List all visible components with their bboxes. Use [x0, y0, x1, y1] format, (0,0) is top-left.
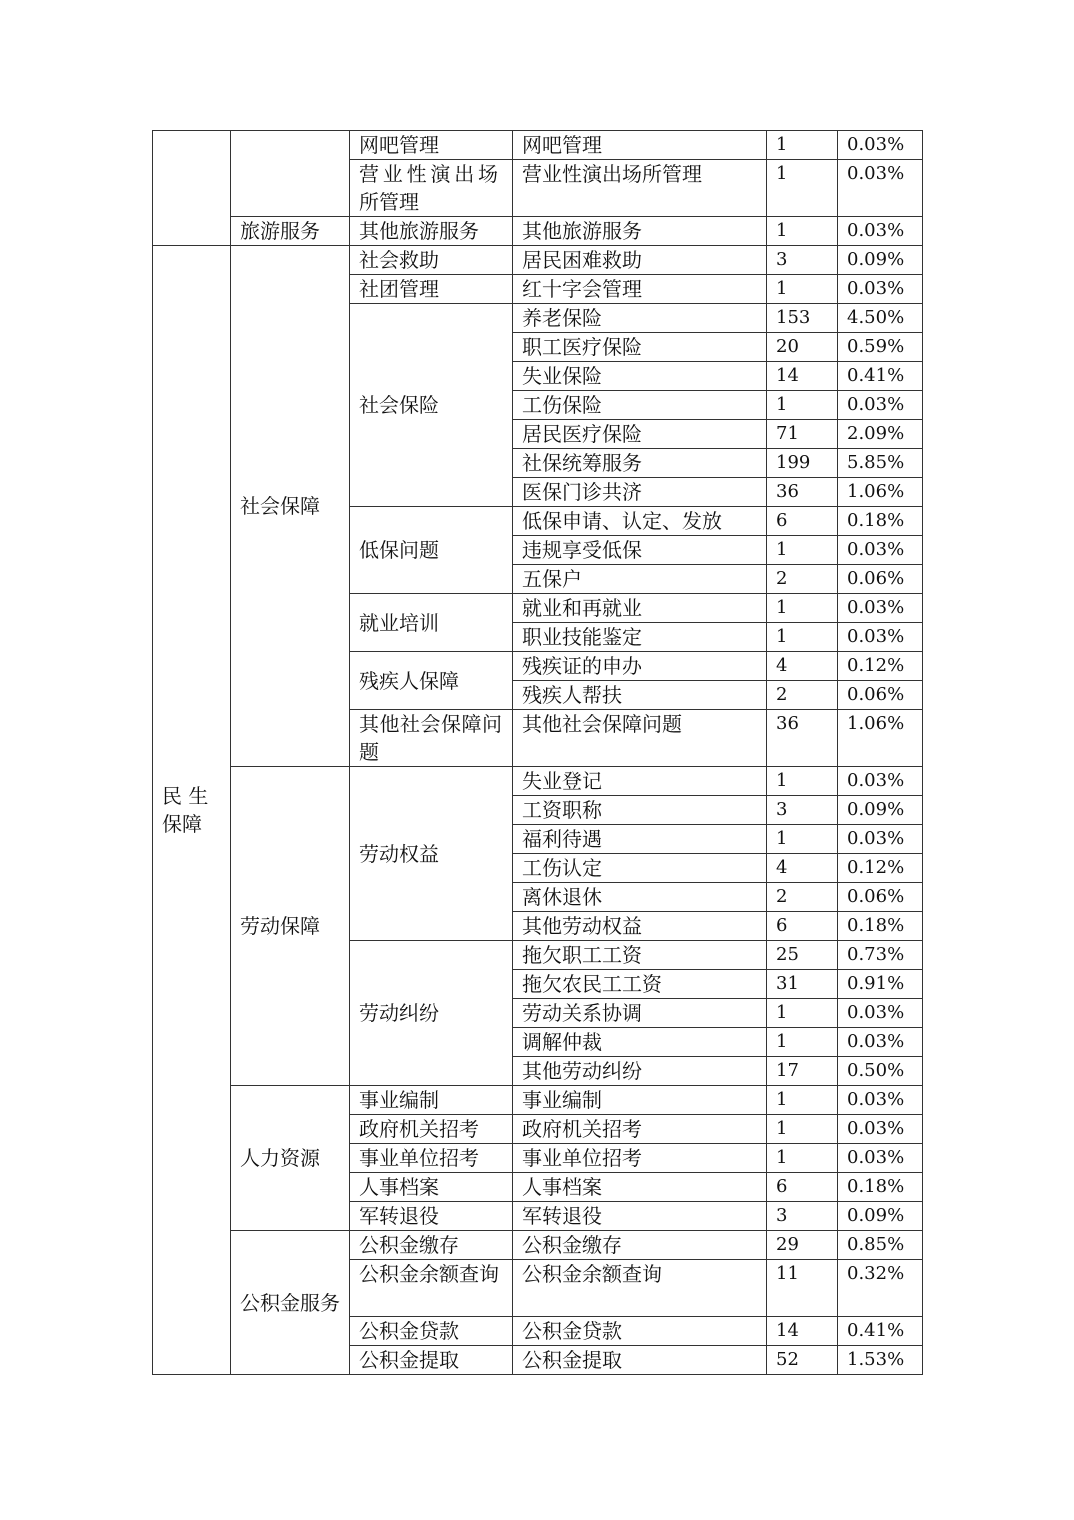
count-cell: 1: [767, 767, 838, 796]
count-cell: 29: [767, 1231, 838, 1260]
category-l3-text: 营业性演出场所管理: [359, 162, 498, 214]
percent-cell: 0.12%: [838, 652, 923, 681]
table-row: [153, 767, 923, 796]
item-cell: 红十字会管理: [513, 275, 767, 304]
percent-cell: 0.41%: [838, 1317, 923, 1346]
count-cell: 1: [767, 1028, 838, 1057]
item-cell: 职工医疗保险: [513, 333, 767, 362]
count-cell: 1: [767, 623, 838, 652]
count-cell: 4: [767, 854, 838, 883]
item-cell: 其他劳动纠纷: [513, 1057, 767, 1086]
percent-cell: 0.03%: [838, 1028, 923, 1057]
percent-cell: 2.09%: [838, 420, 923, 449]
percent-cell: 0.09%: [838, 246, 923, 275]
table-row: [153, 131, 923, 160]
percent-cell: 0.03%: [838, 999, 923, 1028]
percent-cell: 0.03%: [838, 391, 923, 420]
category-l3-cell: 就业培训: [350, 594, 513, 652]
category-l3-cell: 军转退役: [350, 1202, 513, 1231]
percent-cell: 0.03%: [838, 767, 923, 796]
item-cell: 人事档案: [513, 1173, 767, 1202]
item-cell: 政府机关招考: [513, 1115, 767, 1144]
item-cell: 居民困难救助: [513, 246, 767, 275]
count-cell: 2: [767, 883, 838, 912]
item-cell: 军转退役: [513, 1202, 767, 1231]
statistics-table: [152, 130, 923, 1375]
count-cell: 1: [767, 1144, 838, 1173]
count-cell: 3: [767, 796, 838, 825]
percent-cell: 1.53%: [838, 1346, 923, 1375]
category-l3-cell: 其他旅游服务: [350, 217, 513, 246]
table-row: [153, 246, 923, 275]
percent-cell: 0.09%: [838, 796, 923, 825]
percent-cell: 0.59%: [838, 333, 923, 362]
item-cell: 公积金提取: [513, 1346, 767, 1375]
percent-cell: 0.03%: [838, 594, 923, 623]
percent-cell: 0.12%: [838, 854, 923, 883]
item-cell: 离休退休: [513, 883, 767, 912]
percent-cell: 0.03%: [838, 1115, 923, 1144]
item-cell: 居民医疗保险: [513, 420, 767, 449]
category-l3-text: 公积金余额查询: [359, 1262, 499, 1286]
count-cell: 6: [767, 507, 838, 536]
count-cell: 4: [767, 652, 838, 681]
percent-cell: 0.32%: [838, 1260, 923, 1317]
item-cell: 违规享受低保: [513, 536, 767, 565]
category-l2-cell: [231, 131, 350, 217]
category-l1-cell: [153, 131, 231, 246]
count-cell: 1: [767, 217, 838, 246]
category-l3-cell: 人事档案: [350, 1173, 513, 1202]
count-cell: 2: [767, 681, 838, 710]
count-cell: 17: [767, 1057, 838, 1086]
item-cell: 工伤保险: [513, 391, 767, 420]
count-cell: 1: [767, 160, 838, 217]
count-cell: 1: [767, 275, 838, 304]
category-l3-cell: 政府机关招考: [350, 1115, 513, 1144]
item-cell: 工伤认定: [513, 854, 767, 883]
percent-cell: 0.18%: [838, 507, 923, 536]
item-cell: 事业编制: [513, 1086, 767, 1115]
percent-cell: 4.50%: [838, 304, 923, 333]
count-cell: 153: [767, 304, 838, 333]
count-cell: 1: [767, 536, 838, 565]
category-l2-cell: 旅游服务: [231, 217, 350, 246]
category-l2-cell: 劳动保障: [231, 767, 350, 1086]
category-l3-cell: 公积金缴存: [350, 1231, 513, 1260]
count-cell: 1: [767, 594, 838, 623]
item-cell: 公积金贷款: [513, 1317, 767, 1346]
percent-cell: 0.03%: [838, 623, 923, 652]
item-cell: 失业保险: [513, 362, 767, 391]
category-l3-cell: 社团管理: [350, 275, 513, 304]
category-l3-cell: 事业单位招考: [350, 1144, 513, 1173]
count-cell: 36: [767, 478, 838, 507]
category-l1-text: 民 生 保障: [162, 784, 209, 836]
category-l3-cell: 劳动权益: [350, 767, 513, 941]
percent-cell: 0.03%: [838, 1086, 923, 1115]
category-l2-cell: 社会保障: [231, 246, 350, 767]
count-cell: 36: [767, 710, 838, 767]
count-cell: 14: [767, 1317, 838, 1346]
percent-cell: 0.91%: [838, 970, 923, 999]
count-cell: 1: [767, 999, 838, 1028]
category-l3-cell: [350, 710, 513, 767]
percent-cell: 0.18%: [838, 1173, 923, 1202]
item-cell: 拖欠职工工资: [513, 941, 767, 970]
item-cell: 福利待遇: [513, 825, 767, 854]
table-row: [153, 1231, 923, 1260]
percent-cell: 0.06%: [838, 883, 923, 912]
item-cell: 其他劳动权益: [513, 912, 767, 941]
percent-cell: 0.73%: [838, 941, 923, 970]
percent-cell: 1.06%: [838, 710, 923, 767]
count-cell: 14: [767, 362, 838, 391]
count-cell: 199: [767, 449, 838, 478]
category-l3-cell: 劳动纠纷: [350, 941, 513, 1086]
count-cell: 25: [767, 941, 838, 970]
percent-cell: 0.03%: [838, 217, 923, 246]
count-cell: 1: [767, 391, 838, 420]
percent-cell: 0.09%: [838, 1202, 923, 1231]
category-l3-cell: 残疾人保障: [350, 652, 513, 710]
percent-cell: 0.03%: [838, 825, 923, 854]
percent-cell: 0.03%: [838, 1144, 923, 1173]
category-l3-cell: 网吧管理: [350, 131, 513, 160]
item-cell: 残疾人帮扶: [513, 681, 767, 710]
percent-cell: 0.18%: [838, 912, 923, 941]
count-cell: 20: [767, 333, 838, 362]
category-l3-cell: 社会保险: [350, 304, 513, 507]
percent-cell: 0.85%: [838, 1231, 923, 1260]
percent-cell: 1.06%: [838, 478, 923, 507]
category-l3-cell: 社会救助: [350, 246, 513, 275]
percent-cell: 0.03%: [838, 536, 923, 565]
count-cell: 1: [767, 825, 838, 854]
item-cell: 职业技能鉴定: [513, 623, 767, 652]
category-l3-cell: [350, 1260, 513, 1317]
category-l3-cell: 事业编制: [350, 1086, 513, 1115]
category-l3-cell: 低保问题: [350, 507, 513, 594]
count-cell: 6: [767, 912, 838, 941]
percent-cell: 0.06%: [838, 681, 923, 710]
count-cell: 6: [767, 1173, 838, 1202]
item-cell: 失业登记: [513, 767, 767, 796]
count-cell: 31: [767, 970, 838, 999]
percent-cell: 0.41%: [838, 362, 923, 391]
item-cell: 其他社会保障问题: [513, 710, 767, 767]
item-cell: 医保门诊共济: [513, 478, 767, 507]
category-l2-text: 公积金服务: [240, 1290, 340, 1315]
item-cell: 工资职称: [513, 796, 767, 825]
category-l2-cell: 人力资源: [231, 1086, 350, 1231]
item-cell: 拖欠农民工工资: [513, 970, 767, 999]
table-row: [153, 217, 923, 246]
count-cell: 1: [767, 1086, 838, 1115]
count-cell: 1: [767, 1115, 838, 1144]
item-cell: 调解仲裁: [513, 1028, 767, 1057]
item-cell: 公积金缴存: [513, 1231, 767, 1260]
item-cell: 养老保险: [513, 304, 767, 333]
category-l3-text: 其他社会保障问题: [359, 712, 502, 764]
category-l3-cell: [350, 160, 513, 217]
item-cell: 营业性演出场所管理: [513, 160, 767, 217]
percent-cell: 5.85%: [838, 449, 923, 478]
item-cell: 其他旅游服务: [513, 217, 767, 246]
count-cell: 3: [767, 246, 838, 275]
count-cell: 71: [767, 420, 838, 449]
item-cell: 网吧管理: [513, 131, 767, 160]
item-cell: 就业和再就业: [513, 594, 767, 623]
count-cell: 52: [767, 1346, 838, 1375]
percent-cell: 0.03%: [838, 160, 923, 217]
item-cell: 劳动关系协调: [513, 999, 767, 1028]
item-cell: 公积金余额查询: [513, 1260, 767, 1317]
count-cell: 1: [767, 131, 838, 160]
percent-cell: 0.06%: [838, 565, 923, 594]
category-l2-cell: [231, 1231, 350, 1375]
item-cell: 事业单位招考: [513, 1144, 767, 1173]
category-l1-cell: [153, 246, 231, 1375]
category-l3-cell: 公积金提取: [350, 1346, 513, 1375]
count-cell: 3: [767, 1202, 838, 1231]
item-cell: 社保统筹服务: [513, 449, 767, 478]
percent-cell: 0.03%: [838, 275, 923, 304]
percent-cell: 0.03%: [838, 131, 923, 160]
count-cell: 11: [767, 1260, 838, 1317]
category-l3-cell: 公积金贷款: [350, 1317, 513, 1346]
item-cell: 低保申请、认定、发放: [513, 507, 767, 536]
table-row: [153, 1086, 923, 1115]
percent-cell: 0.50%: [838, 1057, 923, 1086]
count-cell: 2: [767, 565, 838, 594]
item-cell: 五保户: [513, 565, 767, 594]
item-cell: 残疾证的申办: [513, 652, 767, 681]
